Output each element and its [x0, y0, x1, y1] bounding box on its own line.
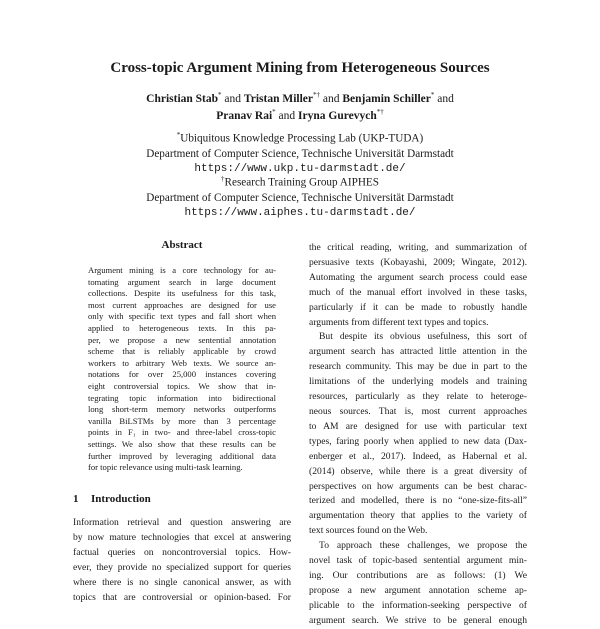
paragraph-line: the critical reading, writing, and summarization of: [309, 242, 527, 253]
abstract-line: applied to heterogeneous texts. In this pa-: [88, 322, 276, 333]
paragraph: [309, 539, 527, 628]
paragraph-line: (2014) observe, while there is a great diversity of: [309, 465, 527, 477]
paragraph-line: persuasive texts (Kobayashi, 2009; Wingate, 2012).: [309, 256, 527, 268]
affiliation-2-url[interactable]: https://www.aiphes.tu-darmstadt.de/: [184, 206, 416, 219]
abstract-line: tomating argument search in large document: [88, 276, 276, 287]
author-affiliation-mark: *: [272, 108, 276, 116]
author-separator: and: [320, 92, 343, 105]
author-separator: and: [434, 92, 454, 105]
abstract-line: most current approaches are designed for use: [88, 299, 276, 310]
author-affiliation-mark: *†: [313, 91, 320, 99]
abstract-line: tegrating topic information into bidirectional: [88, 392, 276, 403]
author-affiliation-mark: *†: [376, 108, 384, 116]
intro-line: factual queries on noncontroversial topics. How-: [73, 546, 291, 558]
abstract-line: scheme that is reliably applicable by crowd: [88, 346, 276, 357]
author-name: Benjamin Schiller: [342, 92, 431, 105]
paragraph-line: neous sources. That is, most current approaches: [309, 405, 527, 417]
authors-line-2: [0, 108, 600, 122]
affiliation-1: [0, 128, 600, 177]
abstract-line: points in F₁ in two- and three-label cross-topic: [88, 427, 276, 438]
paragraph-line: text sources found on the Web.: [309, 525, 428, 537]
section-title: Introduction: [91, 493, 151, 505]
affiliation-1-name: *Ubiquitous Knowledge Processing Lab (UKP-TUDA): [176, 131, 424, 145]
paragraph: [309, 330, 527, 539]
affiliation-2: [0, 172, 600, 221]
paragraph-line: propose a new argument annotation scheme ap-: [309, 584, 527, 596]
abstract-line: eight controversial topics. We show that in-: [88, 380, 276, 391]
affiliation-1-dept: Department of Computer Science, Technische Universität Darmstadt: [146, 147, 454, 160]
abstract-line: for topic relevance using multi-task learning.: [88, 462, 243, 473]
paragraph-line: enberger et al., 2017). Indeed, as Habernal et al.: [309, 450, 527, 462]
abstract-line: workers to arbitrary Web texts. We source an-: [88, 357, 276, 368]
intro-line: where there is no single canonical answer, as with: [73, 576, 291, 588]
paragraph-line: particularly if it can be made to robustly handle: [309, 301, 527, 313]
abstract-line: notations for over 25,000 instances covering: [88, 369, 276, 380]
intro-line: ever, they provide no specialized support for queries: [73, 561, 291, 573]
right-column-body: [309, 241, 527, 629]
paragraph-line: ing. Our contributions are as follows: (1) We: [309, 569, 527, 581]
abstract-body: [88, 265, 276, 474]
paragraph-line: terized and modelled, there is no “one-size-fits-all”: [309, 495, 527, 507]
abstract-line: settings. We also show that these results can be: [88, 438, 276, 449]
authors-line-1: [0, 91, 600, 105]
paragraph-line: resources, particularly as they relate to heteroge-: [309, 391, 527, 403]
abstract-line: collections. Despite its usefulness for this task,: [88, 288, 276, 299]
paragraph-line: arguments from different text types and topics.: [309, 316, 489, 328]
abstract-line: further improved by leveraging additional data: [88, 450, 276, 461]
paragraph-line: To approach these challenges, we propose the: [319, 540, 527, 552]
paragraph-line: limitations of the underlying models and training: [309, 376, 527, 388]
paragraph-line: argument search. We strive to be general enough: [309, 614, 527, 626]
paragraph-line: But despite its obvious usefulness, this sort of: [319, 331, 527, 343]
paragraph-line: argument search has attracted little attention in the: [309, 346, 527, 358]
intro-line: topics that are controversial or opinion-based. For: [73, 591, 291, 603]
author-separator: and: [221, 92, 244, 105]
abstract-line: per, we propose a new sentential annotation: [88, 334, 276, 345]
paragraph-line: to AM are designed for use with particular text: [309, 420, 527, 432]
intro-line: Information retrieval and question answering are: [73, 517, 291, 528]
author-name: Christian Stab: [146, 92, 219, 105]
section-heading-introduction: [73, 493, 151, 505]
abstract-line: long short-term memory networks outperforms: [88, 404, 276, 415]
paragraph-line: argumentation theory that applies to the variety of: [309, 510, 527, 522]
affiliation-2-dept: Department of Computer Science, Technische Universität Darmstadt: [146, 191, 454, 204]
abstract-heading: Abstract: [161, 239, 203, 251]
abstract-line: only with specific text types and fall short when: [88, 311, 276, 322]
affiliation-1-url[interactable]: https://www.ukp.tu-darmstadt.de/: [194, 162, 406, 175]
introduction-body: [73, 516, 291, 605]
author-affiliation-mark: *: [218, 91, 222, 99]
abstract-line: Argument mining is a core technology for au-: [88, 265, 276, 275]
paragraph-line: types, faring poorly when applied to new data (Dax-: [309, 435, 527, 447]
section-number: 1: [73, 493, 79, 505]
paragraph-line: much of the manual effort involved in these tasks,: [309, 286, 527, 298]
paragraph-line: Automating the argument search process could ease: [309, 271, 527, 283]
paper-title: Cross-topic Argument Mining from Heterogeneous Sources: [110, 60, 490, 76]
affiliation-2-name: †Research Training Group AIPHES: [221, 175, 379, 189]
paragraph: [309, 241, 527, 330]
paragraph-line: perspectives on how arguments can be best charac-: [309, 480, 527, 492]
paragraph-line: research community. This may be due in part to the: [309, 361, 527, 373]
intro-line: by now mature technologies that excel at answering: [73, 531, 291, 543]
author-name: Tristan Miller: [243, 92, 313, 105]
author-name: Pranav Rai: [216, 109, 273, 122]
author-affiliation-mark: *: [430, 91, 435, 99]
paragraph-line: plicable to the information-seeking perspective of: [309, 599, 527, 611]
author-name: Iryna Gurevych: [298, 109, 377, 122]
abstract-line: vanilla BiLSTMs by more than 3 percentage: [88, 415, 276, 426]
paragraph-line: novel task of topic-based sentential argument min-: [309, 555, 527, 567]
author-separator: and: [275, 109, 299, 122]
